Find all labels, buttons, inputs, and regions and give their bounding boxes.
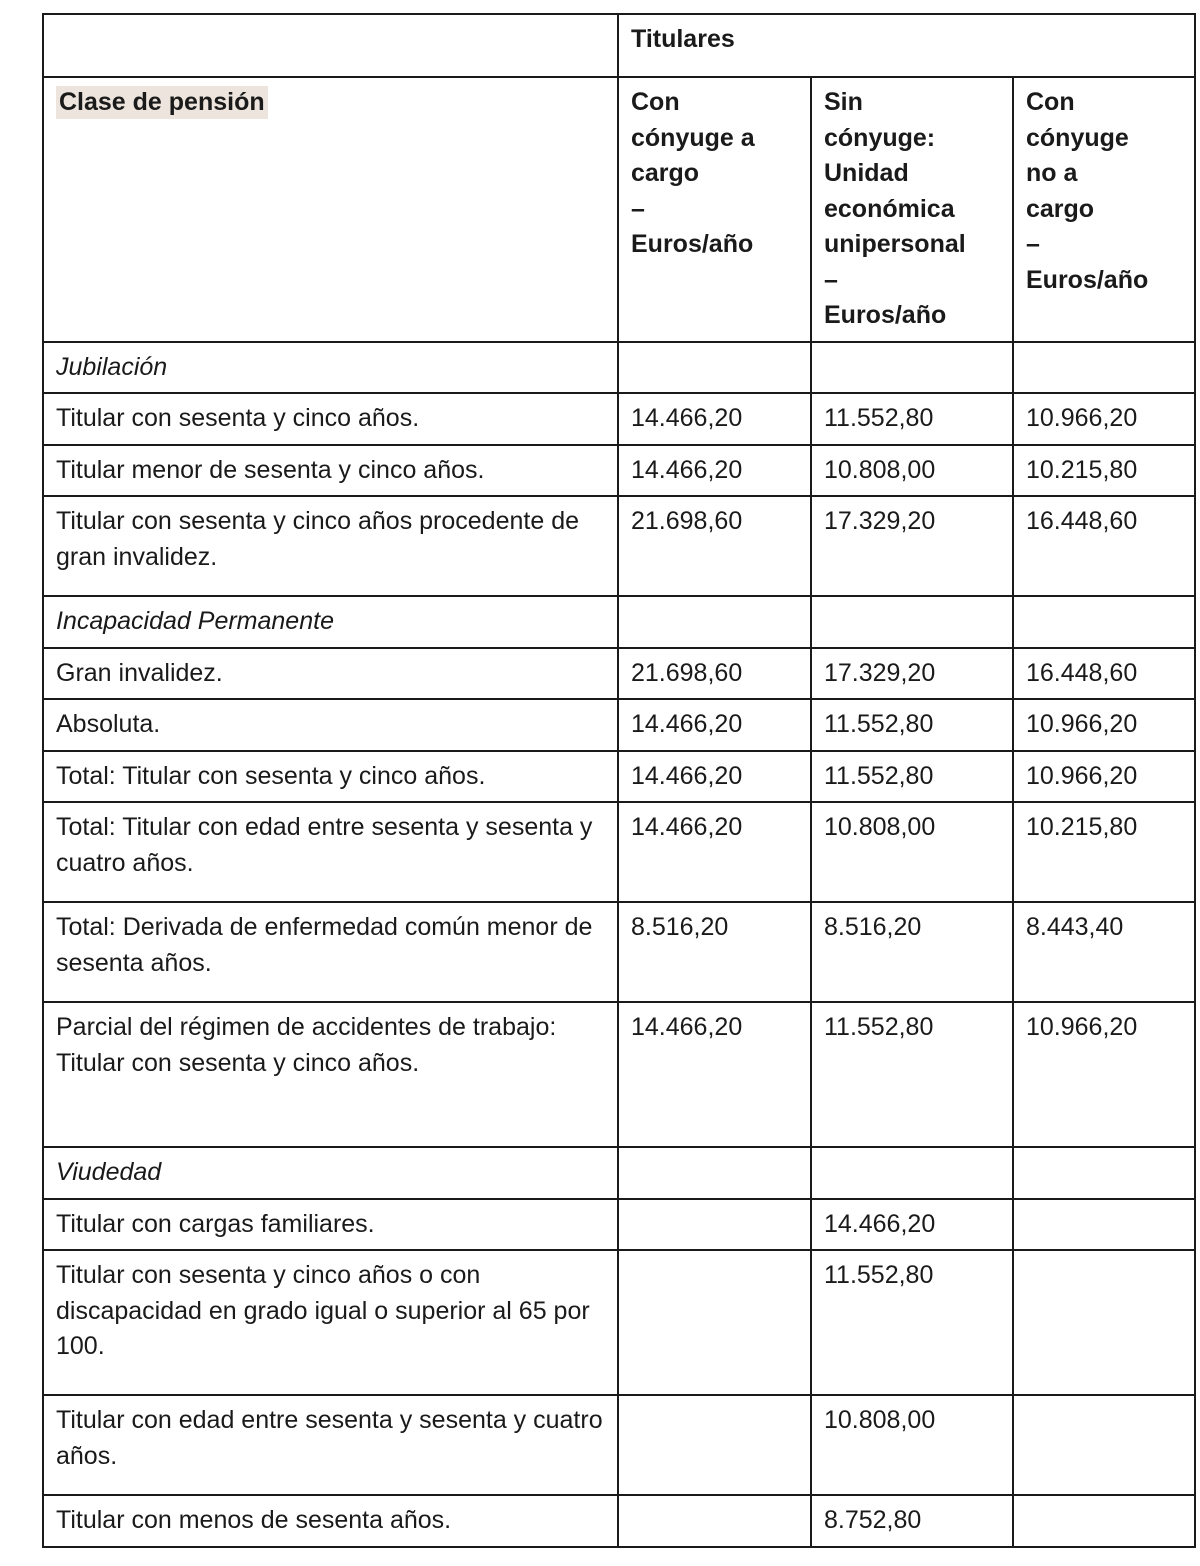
col3-line-4: cargo [1026,194,1095,223]
cell-value-1: 14.466,20 [618,1002,811,1147]
cell-value-3: 10.966,20 [1013,393,1195,445]
cell-value-2: 11.552,80 [811,1002,1013,1147]
cell-value-2: 8.752,80 [811,1495,1013,1547]
cell-value-1: 14.466,20 [618,751,811,803]
cell-concept: Total: Titular con sesenta y cinco años. [43,751,618,803]
cell-value-1: 21.698,60 [618,496,811,596]
section-label: Viudedad [43,1147,618,1199]
col1-line-3: cargo [631,159,700,187]
table-row [43,496,1195,596]
cell-value-2: 17.329,20 [811,648,1013,700]
concept-column-header [43,77,618,342]
cell-value-3 [1013,1147,1195,1199]
cell-concept: Titular con cargas familiares. [43,1199,618,1251]
col3-line-1: Con [1026,88,1075,116]
cell-value-3 [1013,342,1195,394]
col1-line-2: cónyuge a [631,123,755,152]
cell-value-1: 14.466,20 [618,393,811,445]
table-row [43,596,1195,648]
table-row [43,1495,1195,1547]
col3-line-3: no a [1026,159,1078,187]
col1-line-5: Euros/año [631,230,754,258]
section-label: Incapacidad Permanente [43,596,618,648]
col1-line-4: – [631,194,645,223]
cell-value-2 [811,1147,1013,1199]
cell-value-3: 10.966,20 [1013,751,1195,803]
cell-value-2: 11.552,80 [811,393,1013,445]
cell-concept: Parcial del régimen de accidentes de trabajo: Titular con sesenta y cinco años. [43,1002,618,1147]
table-row [43,1147,1195,1199]
table-row [43,342,1195,394]
cell-concept: Total: Titular con edad entre sesenta y sesenta y cuatro años. [43,802,618,902]
col2-line-6: – [824,265,838,294]
cell-concept: Titular con menos de sesenta años. [43,1495,618,1547]
cell-concept: Titular con sesenta y cinco años. [43,393,618,445]
pension-amounts-table [42,13,1196,1548]
table-row [43,802,1195,902]
col3-line-5: – [1026,230,1040,258]
cell-value-1 [618,342,811,394]
col1-line-1: Con [631,88,680,116]
col2-line-2: cónyuge: [824,123,936,152]
cell-value-3 [1013,1395,1195,1495]
cell-value-2 [811,342,1013,394]
cell-value-3: 10.966,20 [1013,1002,1195,1147]
cell-value-1 [618,1250,811,1395]
column-header-sin-conyuge-unidad-economica-unipersonal [811,77,1013,342]
cell-value-2: 10.808,00 [811,1395,1013,1495]
table-row [43,1395,1195,1495]
cell-value-3 [1013,596,1195,648]
table-row [43,1250,1195,1395]
cell-value-3 [1013,1495,1195,1547]
col3-line-6: Euros/año [1026,265,1149,294]
col2-line-5: unipersonal [824,230,966,258]
cell-value-3: 10.215,80 [1013,445,1195,497]
table-row [43,699,1195,751]
col2-line-3: Unidad [824,159,909,187]
table-row [43,751,1195,803]
cell-value-1: 14.466,20 [618,699,811,751]
cell-value-1: 14.466,20 [618,802,811,902]
corner-cell [43,14,618,77]
cell-concept: Titular con edad entre sesenta y sesenta y cuatro años. [43,1395,618,1495]
column-header-con-conyuge-a-cargo [618,77,811,342]
concept-column-header-label: Clase de pensión [56,86,268,119]
cell-value-3: 16.448,60 [1013,648,1195,700]
section-label: Jubilación [43,342,618,394]
cell-value-3: 8.443,40 [1013,902,1195,1002]
cell-concept: Gran invalidez. [43,648,618,700]
cell-value-1 [618,1147,811,1199]
table-row [43,1199,1195,1251]
cell-value-2: 17.329,20 [811,496,1013,596]
column-header-con-conyuge-no-a-cargo [1013,77,1195,342]
table-row [43,445,1195,497]
cell-value-3: 10.215,80 [1013,802,1195,902]
cell-value-3 [1013,1199,1195,1251]
cell-value-2: 11.552,80 [811,751,1013,803]
cell-value-1: 14.466,20 [618,445,811,497]
col2-line-7: Euros/año [824,301,947,329]
cell-value-3 [1013,1250,1195,1395]
col3-line-2: cónyuge [1026,123,1129,152]
cell-value-3: 16.448,60 [1013,496,1195,596]
cell-value-2: 14.466,20 [811,1199,1013,1251]
cell-value-1 [618,1395,811,1495]
table-header-columns-row [43,77,1195,342]
cell-value-2: 11.552,80 [811,699,1013,751]
table-header-group-row [43,14,1195,77]
table-row [43,648,1195,700]
cell-concept: Total: Derivada de enfermedad común menor de sesenta años. [43,902,618,1002]
cell-concept: Titular menor de sesenta y cinco años. [43,445,618,497]
table-row [43,902,1195,1002]
cell-concept: Absoluta. [43,699,618,751]
table-row [43,393,1195,445]
cell-value-1: 21.698,60 [618,648,811,700]
col2-line-4: económica [824,194,955,223]
table-row [43,1002,1195,1147]
col2-line-1: Sin [824,88,863,116]
cell-value-2 [811,596,1013,648]
cell-value-1 [618,1495,811,1547]
cell-concept: Titular con sesenta y cinco años o con discapacidad en grado igual o superior al 65 por 100. [43,1250,618,1395]
cell-concept: Titular con sesenta y cinco años procedente de gran invalidez. [43,496,618,596]
cell-value-1 [618,596,811,648]
cell-value-2: 11.552,80 [811,1250,1013,1395]
group-header-titulares: Titulares [618,14,1195,77]
cell-value-2: 8.516,20 [811,902,1013,1002]
cell-value-1: 8.516,20 [618,902,811,1002]
cell-value-3: 10.966,20 [1013,699,1195,751]
cell-value-1 [618,1199,811,1251]
cell-value-2: 10.808,00 [811,802,1013,902]
cell-value-2: 10.808,00 [811,445,1013,497]
